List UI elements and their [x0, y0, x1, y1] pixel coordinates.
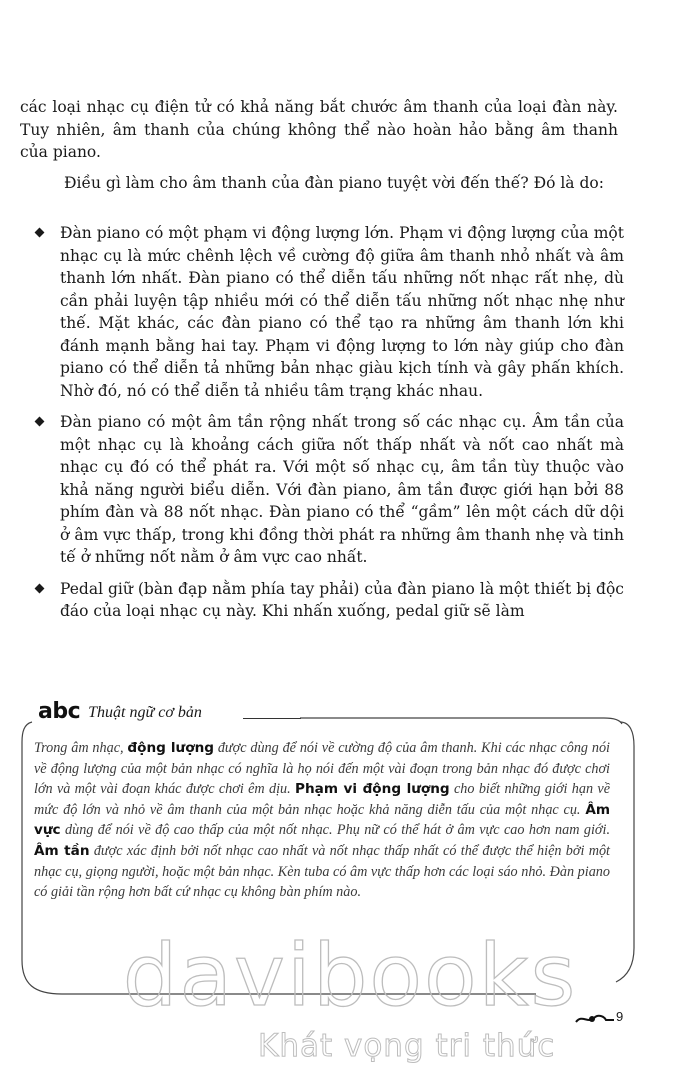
term-dynamics: động lượng: [127, 740, 214, 756]
list-item-text: Đàn piano có một âm tần rộng nhất trong số các nhạc cụ. Âm tần của một nhạc cụ là khoảng cách giữa nốt thấp nhất và nốt cao nhất mà nhạc cụ đó có thể phát ra. Với một số nhạc cụ, âm tần tùy thuộc vào khả năng người biểu diễn. Với đàn piano, âm tần được giới hạn bởi 88 phím đàn và 88 nốt nhạc. Đàn piano có thể “gầm” lên một cách dữ dội ở âm vực thấp, trong khi đồng thời phát ra những âm thanh nhẹ và tinh tế ở những nốt nằm ở âm vực cao nhất.: [60, 413, 624, 566]
watermark-brand: davibooks: [122, 926, 578, 1026]
watermark-slogan: Khát vọng tri thức: [258, 1028, 556, 1064]
list-item-text: Pedal giữ (bàn đạp nằm phía tay phải) của đàn piano là một thiết bị độc đáo của loại nhạc cụ này. Khi nhấn xuống, pedal giữ sẽ làm: [60, 579, 624, 620]
abc-logo: abc: [38, 699, 81, 724]
lead-paragraph: Điều gì làm cho âm thanh của đàn piano tuyệt vời đến thế? Đó là do:: [64, 174, 604, 192]
term-register: Âm vực: [34, 801, 610, 839]
intro-paragraph: các loại nhạc cụ điện tử có khả năng bắt chước âm thanh của loại đàn này. Tuy nhiên, âm thanh của chúng không thể nào hoàn hảo bằng âm thanh của piano.: [20, 98, 618, 161]
glossary-header: [38, 700, 202, 724]
page-number-ornament-icon: [574, 1010, 616, 1026]
list-item-text: Đàn piano có một phạm vi động lượng lớn. Phạm vi động lượng của một nhạc cụ là mức chênh lệch về cường độ giữa âm thanh nhỏ nhất và âm thanh lớn nhất. Đàn piano có thể diễn tấu những nốt nhạc rất nhẹ, dù cần phải luyện tập nhiều mới có thể diễn tấu những nốt nhạc nhẹ như thế. Mặt khác, các đàn piano có thể tạo ra những âm thanh lớn khi đánh mạnh bằng hai tay. Phạm vi động lượng to lớn này giúp cho đàn piano có thể diễn tả những bản nhạc giàu kịch tính và gây phấn khích. Nhờ đó, nó có thể diễn tả nhiều tâm trạng khác nhau.: [60, 224, 624, 400]
header-underline: [243, 718, 301, 719]
page-number: 9: [616, 1009, 624, 1024]
glossary-title: Thuật ngữ cơ bản: [88, 704, 202, 721]
glossary-text: Trong âm nhạc, động lượng được dùng để nói về cường độ của âm thanh. Khi các nhạc công nói về động lượng của một bản nhạc có nghĩa là họ nói đến một vài đoạn trong bản nhạc đó được chơi lớn và một vài đoạn khác được chơi êm dịu. Phạm vi động lượng cho biết những giới hạn về mức độ lớn và nhỏ về âm thanh của một bản nhạc hoặc khả năng diễn tấu của một nhạc cụ. Âm vực dùng để nói về độ cao thấp của một nốt nhạc. Phụ nữ có thể hát ở âm vực cao hơn nam giới. Âm tần được xác định bởi nốt nhạc cao nhất và nốt nhạc thấp nhất có thể được thể hiện bởi một nhạc cụ, giọng người, hoặc một bản nhạc. Kèn tuba có âm vực thấp hơn các loại sáo nhỏ. Đàn piano có giải tần rộng hơn bất cứ nhạc cụ không bàn phím nào.: [34, 740, 611, 901]
term-range: Âm tần: [34, 842, 90, 859]
term-dynamic-range: Phạm vi động lượng: [295, 781, 450, 798]
